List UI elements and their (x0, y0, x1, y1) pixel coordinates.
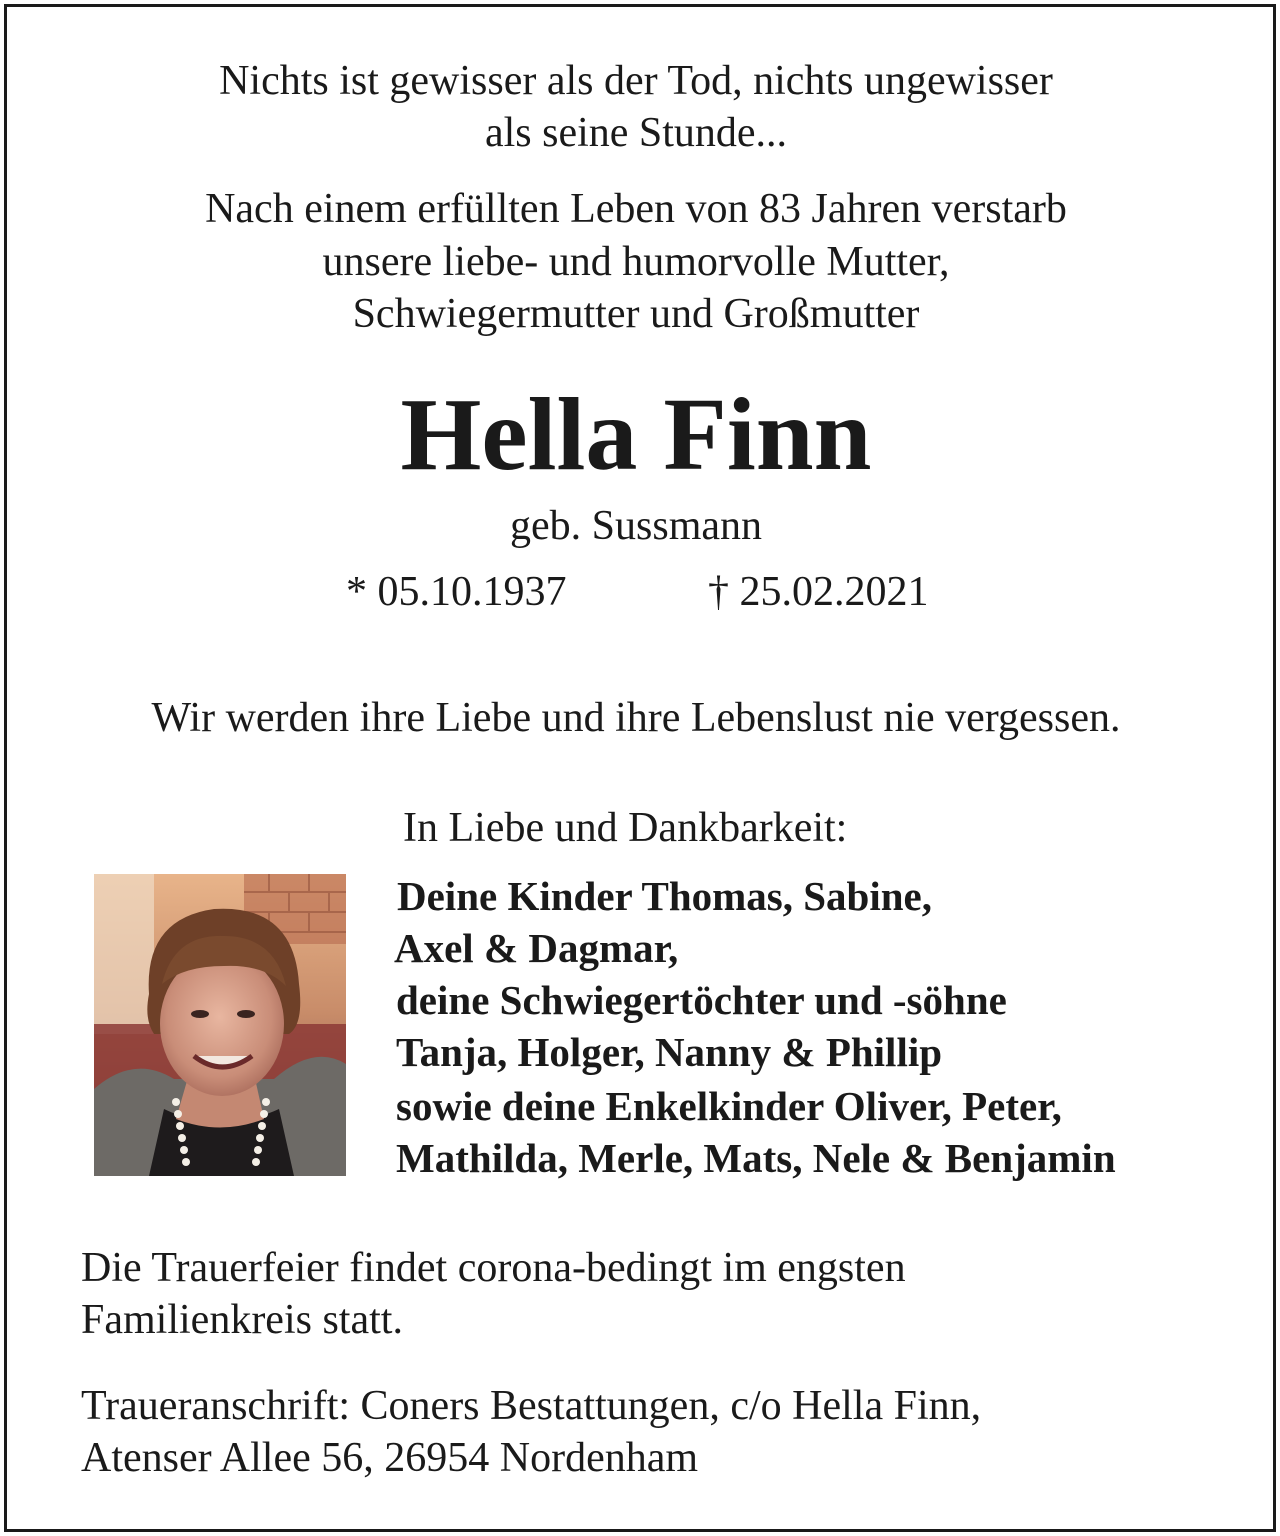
survivors-line-4: Tanja, Holger, Nanny & Phillip (396, 1029, 943, 1075)
gratitude-text: In Liebe und Dankbarkeit: (403, 805, 848, 851)
survivors-line-5: sowie deine Enkelkinder Oliver, Peter, (396, 1083, 1062, 1129)
maiden-name: geb. Sussmann (510, 503, 762, 549)
intro-line-1: Nach einem erfüllten Leben von 83 Jahren verstarb (205, 186, 1067, 232)
ceremony-line-1: Die Trauerfeier findet corona-bedingt im engsten (81, 1245, 906, 1291)
deceased-name: Hella Finn (400, 377, 872, 492)
survivors-line-3: deine Schwiegertöchter und -söhne (396, 977, 1007, 1023)
survivors-line-2: Axel & Dagmar, (394, 925, 679, 971)
life-dates (0, 566, 1272, 618)
quote-line-1: Nichts ist gewisser als der Tod, nichts ungewisser (219, 58, 1053, 104)
intro-line-3: Schwiegermutter und Großmutter (352, 291, 920, 337)
survivors-line-1: Deine Kinder Thomas, Sabine, (397, 873, 933, 919)
death-date: † 25.02.2021 (708, 569, 929, 615)
address-line-2: Atenser Allee 56, 26954 Nordenham (81, 1435, 699, 1481)
birth-date: * 05.10.1937 (346, 569, 567, 615)
remembrance-text: Wir werden ihre Liebe und ihre Lebenslust nie vergessen. (151, 695, 1121, 741)
address-line-1: Traueranschrift: Coners Bestattungen, c/o Hella Finn, (81, 1383, 982, 1429)
intro-line-2: unsere liebe- und humorvolle Mutter, (322, 239, 950, 285)
survivors-line-6: Mathilda, Merle, Mats, Nele & Benjamin (396, 1135, 1116, 1181)
portrait-photo (94, 874, 346, 1176)
ceremony-line-2: Familienkreis statt. (81, 1297, 403, 1343)
quote-line-2: als seine Stunde... (484, 110, 788, 156)
